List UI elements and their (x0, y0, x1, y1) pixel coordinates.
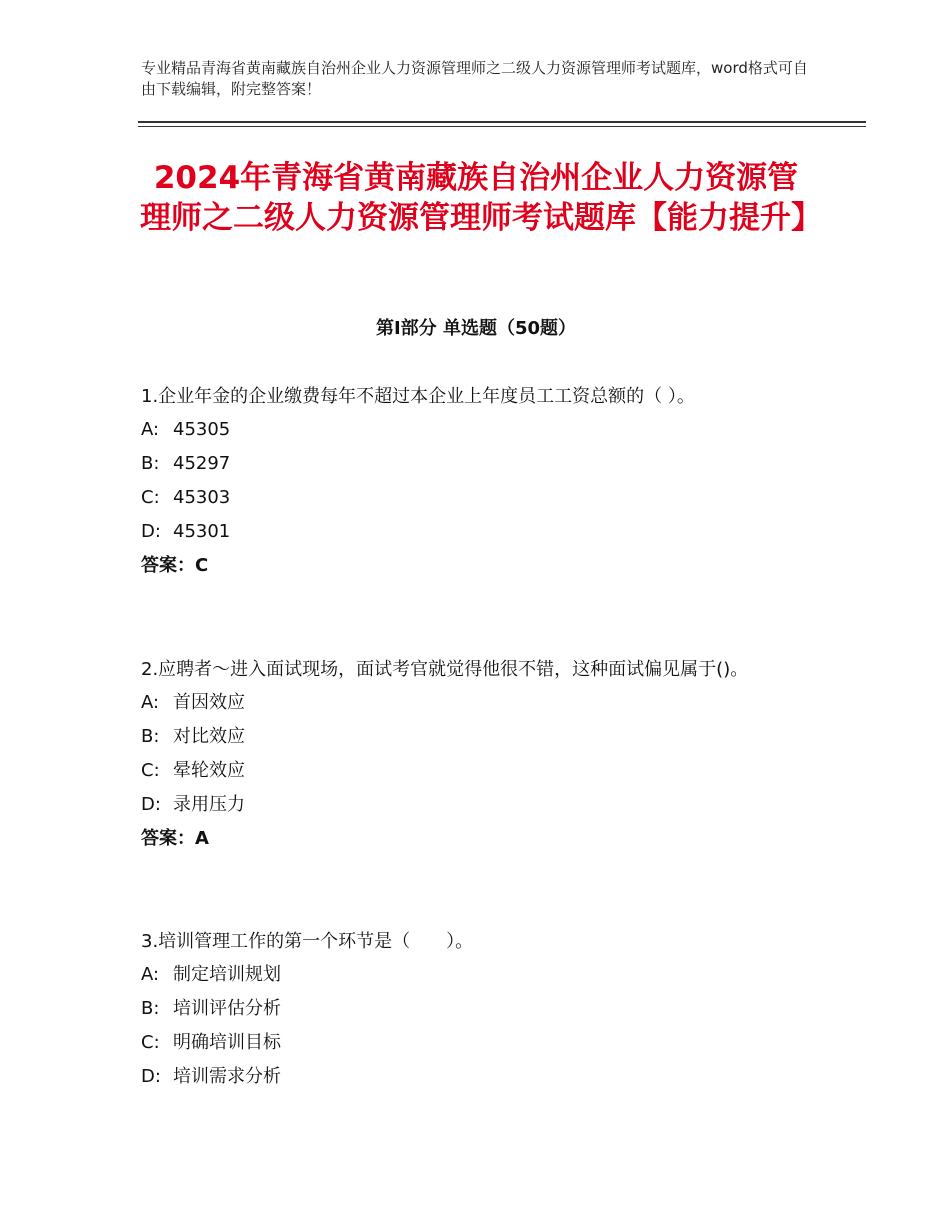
header-rule-thick (138, 121, 866, 123)
option-key: B: (141, 453, 160, 474)
option-text: 明确培训目标 (173, 1032, 281, 1053)
option-d (141, 1060, 813, 1094)
option-key: C: (141, 760, 160, 781)
option-key: B: (141, 998, 160, 1019)
option-text: 晕轮效应 (173, 760, 245, 781)
option-b (141, 720, 813, 754)
option-key: D: (141, 794, 161, 815)
header-rule-thin (138, 126, 866, 127)
option-c (141, 481, 813, 515)
option-text: 45303 (173, 487, 231, 508)
question-2 (141, 653, 813, 856)
question-stem: 2.应聘者～进入面试现场，面试考官就觉得他很不错，这种面试偏见属于()。 (141, 659, 749, 680)
question-stem: 1.企业年金的企业缴费每年不超过本企业上年度员工工资总额的（ ）。 (141, 386, 695, 407)
document-title: 2024年青海省黄南藏族自治州企业人力资源管理师之二级人力资源管理师考试题库【能力提升】 (140, 160, 822, 236)
option-text: 对比效应 (173, 726, 245, 747)
option-key: C: (141, 487, 160, 508)
option-key: A: (141, 964, 160, 985)
option-text: 录用压力 (173, 794, 245, 815)
option-b (141, 447, 813, 481)
question-3 (141, 925, 813, 1094)
answer-line: 答案：A (141, 828, 209, 849)
option-text: 45297 (173, 453, 231, 474)
option-text: 45305 (173, 419, 231, 440)
option-a (141, 958, 813, 992)
option-key: D: (141, 1066, 161, 1087)
header-note: 专业精品青海省黄南藏族自治州企业人力资源管理师之二级人力资源管理师考试题库，word格式可自由下载编辑，附完整答案！ (141, 59, 808, 98)
answer-line: 答案：C (141, 555, 209, 576)
option-c (141, 1026, 813, 1060)
option-key: D: (141, 521, 161, 542)
option-text: 培训评估分析 (173, 998, 281, 1019)
option-key: A: (141, 419, 160, 440)
question-1 (141, 380, 813, 583)
option-c (141, 754, 813, 788)
option-text: 制定培训规划 (173, 964, 281, 985)
option-key: A: (141, 692, 160, 713)
option-text: 45301 (173, 521, 231, 542)
question-stem: 3.培训管理工作的第一个环节是（ ）。 (141, 931, 474, 952)
option-text: 首因效应 (173, 692, 245, 713)
option-key: C: (141, 1032, 160, 1053)
option-d (141, 788, 813, 822)
section-title: 第Ⅰ部分 单选题（50题） (375, 318, 576, 339)
option-key: B: (141, 726, 160, 747)
option-d (141, 515, 813, 549)
option-a (141, 413, 813, 447)
option-text: 培训需求分析 (173, 1066, 281, 1087)
option-a (141, 686, 813, 720)
option-b (141, 992, 813, 1026)
